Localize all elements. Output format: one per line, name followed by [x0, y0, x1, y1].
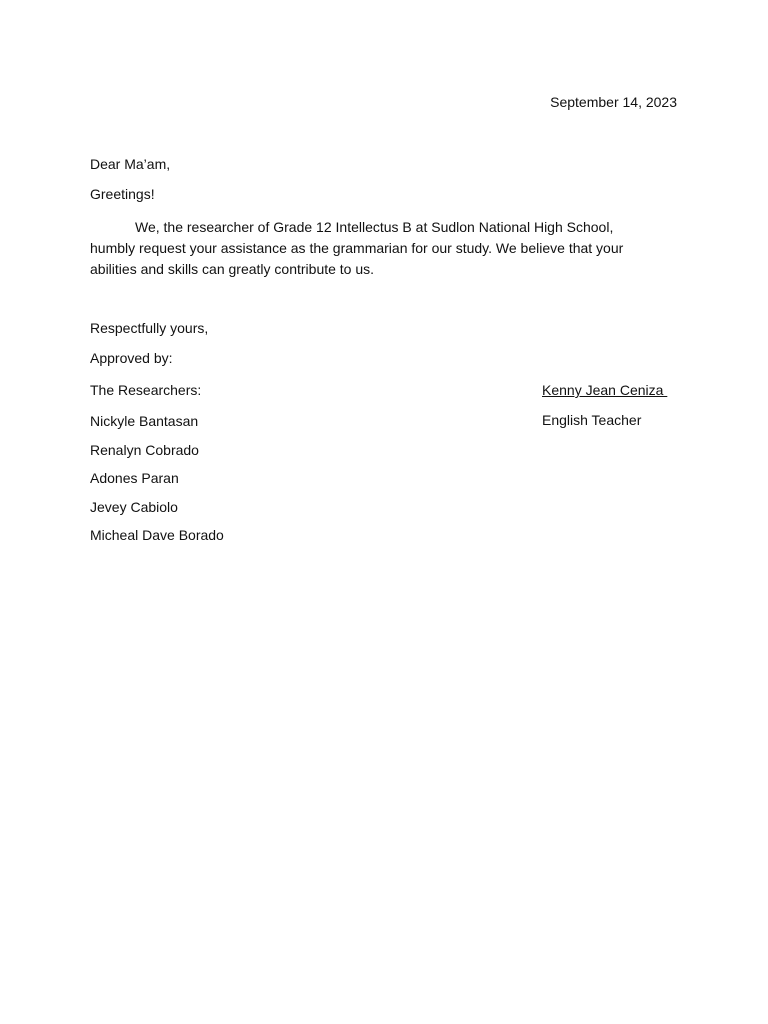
- salutation: Dear Ma’am,: [90, 156, 171, 172]
- researchers-list: [90, 412, 224, 555]
- researcher-name: Nickyle Bantasan: [90, 413, 199, 429]
- approved-by-label: Approved by:: [90, 350, 173, 366]
- letter-body: We, the researcher of Grade 12 Intellectus B at Sudlon National High School, humbly request your assistance as the grammarian for our study. We believe that your abilities and skills can greatly contribute to us.: [90, 219, 624, 277]
- approver-name: Kenny Jean Ceniza: [542, 382, 668, 398]
- researcher-name: Renalyn Cobrado: [90, 441, 199, 458]
- researcher-name: Jevey Cabiolo: [90, 498, 178, 515]
- closing: Respectfully yours,: [90, 320, 209, 336]
- researchers-heading: The Researchers:: [90, 382, 202, 398]
- approver-title: English Teacher: [542, 412, 642, 428]
- researcher-name: Micheal Dave Borado: [90, 527, 224, 543]
- letter-date: September 14, 2023: [550, 94, 677, 110]
- researcher-name: Adones Paran: [90, 470, 179, 486]
- greeting: Greetings!: [90, 186, 155, 202]
